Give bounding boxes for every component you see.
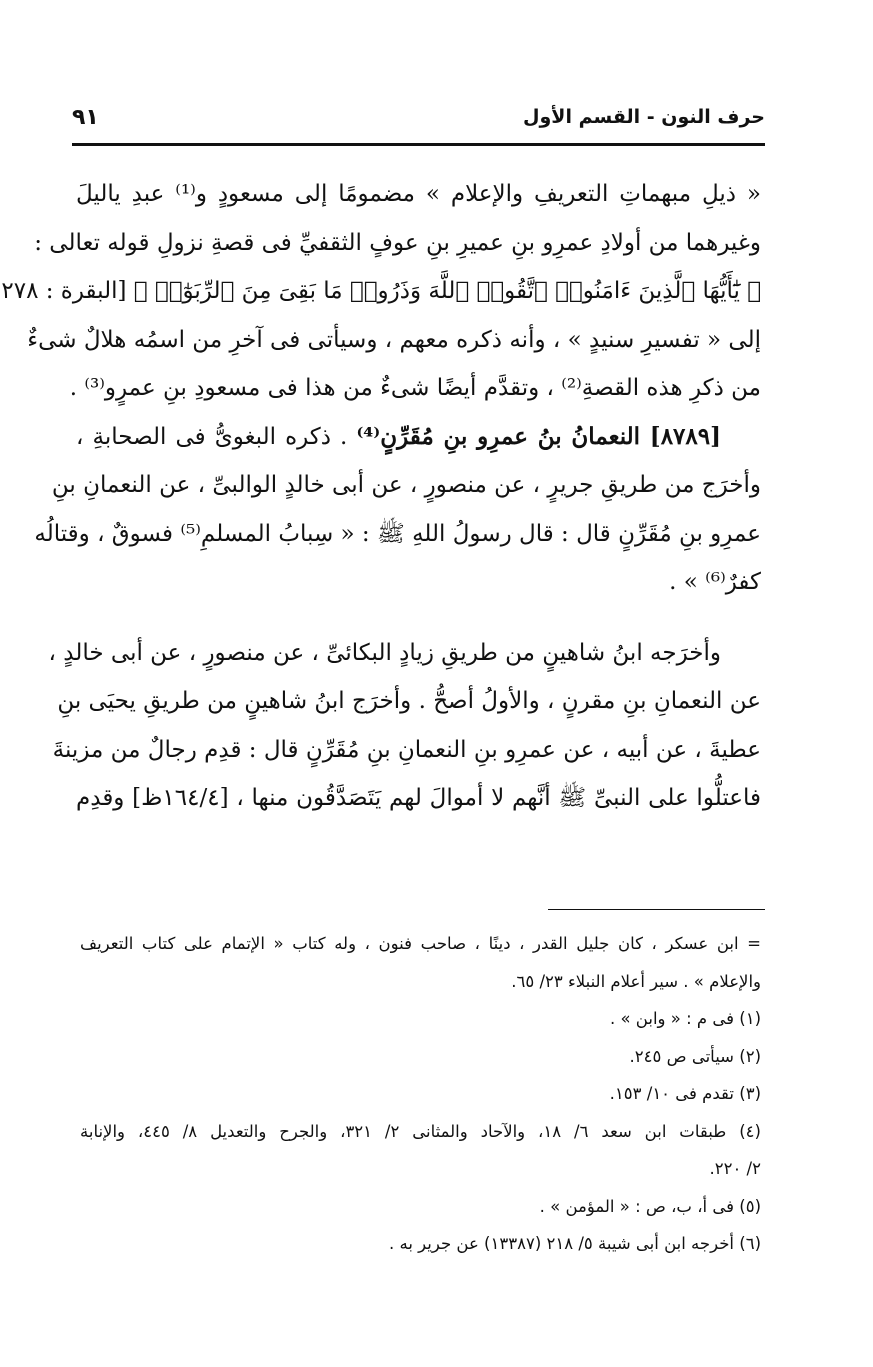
footnote-6: (٦) أخرجه ابن أبى شيبة ٥/ ٢١٨ (١٣٣٨٧) عن جرير به . xyxy=(388,1234,761,1253)
main-text xyxy=(1,170,761,823)
text-line: كفرٌ⁽⁶⁾ » . xyxy=(669,569,761,595)
text-line: فاعتلُّوا على النبىِّ ﷺ أنَّهم لا أموالَ لهم يَتَصَدَّقُون منها ، [١٦٤/٤ظ] وقدِم xyxy=(76,785,761,811)
header-divider xyxy=(72,143,765,146)
footnotes xyxy=(80,925,761,1263)
footnote-2: (٢) سيأتى ص ٢٤٥. xyxy=(629,1046,761,1066)
entry-heading-rest: . ذكره البغوىُّ فى الصحابةِ ، xyxy=(76,423,357,450)
text-line: وغيرهما من أولادِ عمرِو بنِ عميرِ بنِ عوفٍ الثقفيِّ فى قصةِ نزولِ قوله تعالى : xyxy=(34,229,761,256)
page-number: ٩١ xyxy=(72,104,99,130)
text-line: إلى « تفسيرِ سنيدٍ » ، وأنه ذكره معهم ، وسيأتى فى آخرِ من اسمُه هلالٌ شىءٌ xyxy=(27,326,761,353)
entry-heading-line xyxy=(76,413,761,462)
paragraph-gap xyxy=(76,607,761,629)
footnote-1: (١) فى م : « وابن » . xyxy=(609,1009,761,1028)
text-line: وأخرَج من طريقِ جريرٍ ، عن منصورٍ ، عن أبى خالدٍ الوالبىِّ ، عن النعمانِ بنِ xyxy=(51,472,761,498)
page-header xyxy=(72,100,765,134)
text-line: عمرِو بنِ مُقَرِّنٍ قال : قال رسولُ اللهِ ﷺ : « سِبابُ المسلمِ⁽⁵⁾ فسوقٌ ، وقتالُه xyxy=(34,520,761,547)
entry-heading: [٨٧٨٩] النعمانُ بنُ عمرِو بنِ مُقَرِّنٍ⁽⁴⁾ xyxy=(356,422,721,450)
footnote-divider xyxy=(548,909,765,910)
footnote-line: والإعلام » . سير أعلام النبلاء ٢٣/ ٦٥. xyxy=(511,971,761,991)
footnote-4: (٤) طبقات ابن سعد ٦/ ١٨، والآحاد والمثانى ٢/ ٣٢١، والجرح والتعديل ٨/ ٤٤٥، والإنابة xyxy=(80,1121,761,1141)
footnote-4-continued: ٢/ ٢٢٠. xyxy=(709,1159,761,1178)
footnote-3: (٣) تقدم فى ١٠/ ١٥٣. xyxy=(609,1084,761,1103)
footnote-line: = ابن عسكر ، كان جليل القدر ، دينًا ، صاحب فنون ، وله كتاب « الإتمام على كتاب التعريف xyxy=(80,934,761,953)
running-title: حرف النون - القسم الأول xyxy=(523,106,765,128)
text-line: « ذيلِ مبهماتِ التعريفِ والإعلام » مضمومًا إلى مسعودٍ و⁽¹⁾ عبدِ ياليلَ xyxy=(76,181,761,207)
text-line: وأخرَجه ابنُ شاهينٍ من طريقِ زيادٍ البكائىِّ ، عن منصورٍ ، عن أبى خالدٍ ، xyxy=(48,639,721,666)
text-line: عن النعمانِ بنِ مقرنٍ ، والأولُ أصحُّ . وأخرَج ابنُ شاهينٍ من طريقِ يحيَى بنِ xyxy=(57,688,761,714)
text-line: ﴿ يَٰٓأَيُّهَا ٱلَّذِينَ ءَامَنُوا۟ ٱتَّقُوا۟ ٱللَّهَ وَذَرُوا۟ مَا بَقِىَ مِنَ ٱلرِّبَوٰٓا۟ ﴾ [البقرة : ٢٧٨ xyxy=(1,278,761,304)
text-line: من ذكرِ هذه القصةِ⁽²⁾ ، وتقدَّم أيضًا شىءٌ من هذا فى مسعودِ بنِ عمرٍو⁽³⁾ . xyxy=(69,375,761,401)
text-line: عطيةَ ، عن أبيه ، عن عمرِو بنِ النعمانِ بنِ مُقَرِّنٍ قال : قدِم رجالٌ من مزينةَ xyxy=(52,736,761,763)
footnote-5: (٥) فى أ، ب، ص : « المؤمن » . xyxy=(539,1196,761,1216)
